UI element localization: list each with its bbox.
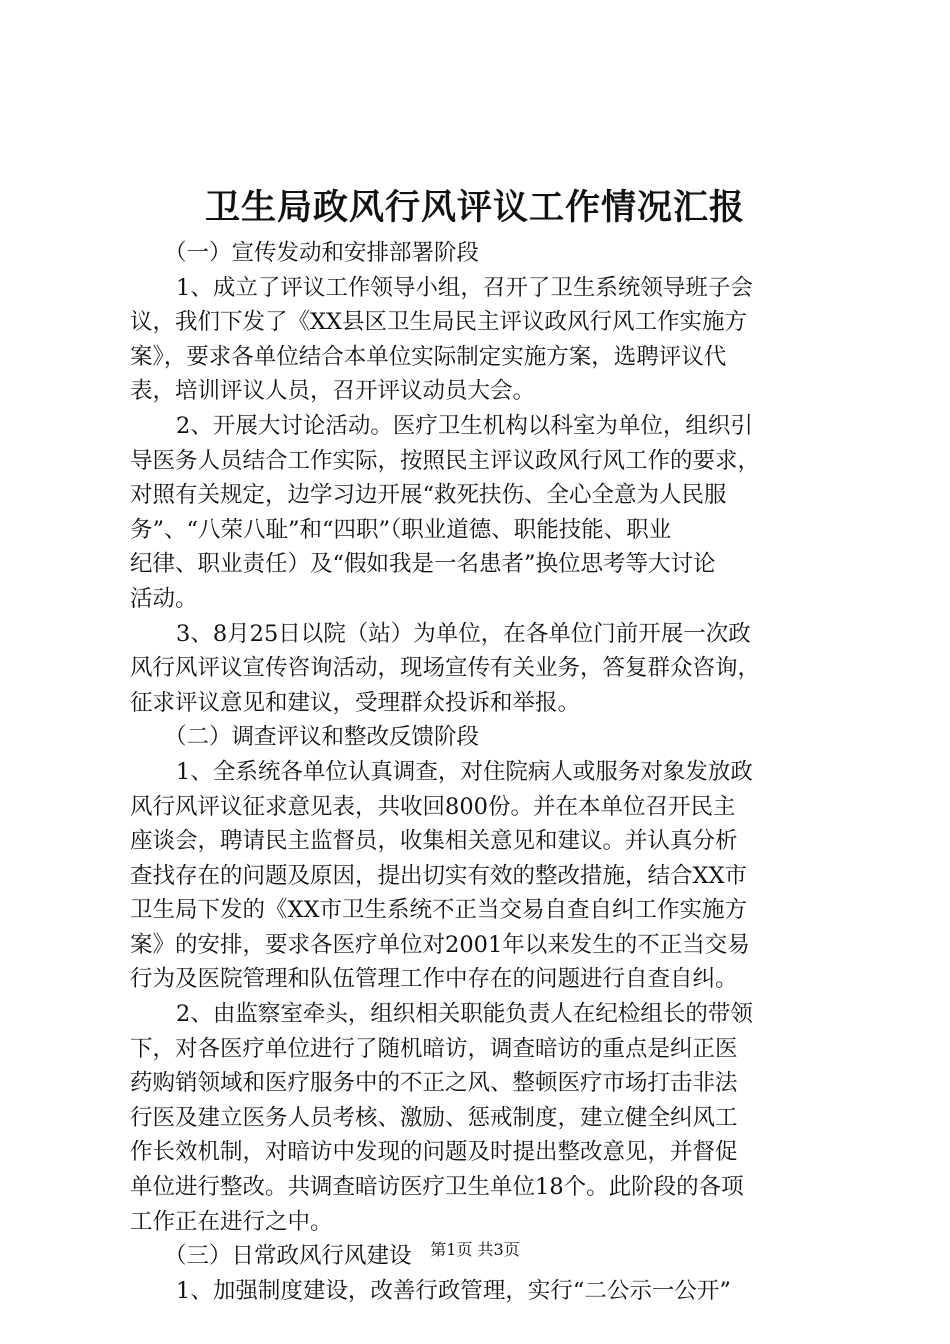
paragraph-line: 工作正在进行之中。 (130, 1208, 333, 1235)
section-heading-3: （三）日常政风行风建设 (164, 1243, 412, 1270)
paragraph-line: 1、全系统各单位认真调查，对住院病人或服务对象发放政 (176, 758, 753, 785)
paragraph-line: 座谈会，聘请民主监督员，收集相关意见和建议。并认真分析 (130, 828, 738, 855)
paragraph-line: 查找存在的问题及原因，提出切实有效的整改措施，结合XX市 (130, 862, 748, 889)
paragraph-line: 1、成立了评议工作领导小组，召开了卫生系统领导班子会 (176, 274, 753, 301)
paragraph-line: 纪律、职业责任）及“假如我是一名患者”换位思考等大讨论 (130, 551, 716, 578)
paragraph-line: 表，培训评议人员，召开评议动员大会。 (130, 378, 536, 405)
paragraph-line: 议，我们下发了《XX县区卫生局民主评议政风行风工作实施方 (130, 309, 748, 336)
document-title: 卫生局政风行风评议工作情况汇报 (204, 187, 745, 228)
page-footer: 第1页 共3页 (430, 1240, 520, 1259)
paragraph-line: 1、加强制度建设，改善行政管理，实行“二公示一公开” (176, 1277, 731, 1304)
paragraph-line: 药购销领域和医疗服务中的不正之风、整顿医疗市场打击非法 (130, 1070, 738, 1097)
paragraph-line: 行医及建立医务人员考核、激励、惩戒制度，建立健全纠风工 (130, 1104, 738, 1131)
paragraph-line: 卫生局下发的《XX市卫生系统不正当交易自查自纠工作实施方 (130, 897, 748, 924)
paragraph-line: 风行风评议宣传咨询活动，现场宣传有关业务，答复群众咨询， (130, 655, 761, 682)
paragraph-line: 活动。 (130, 585, 198, 612)
paragraph-line: 下，对各医疗单位进行了随机暗访，调查暗访的重点是纠正医 (130, 1035, 738, 1062)
paragraph-line: 对照有关规定，边学习边开展“救死扶伤、全心全意为人民服 (130, 482, 727, 509)
paragraph-line: 作长效机制，对暗访中发现的问题及时提出整改意见，并督促 (130, 1139, 738, 1166)
paragraph-line: 行为及医院管理和队伍管理工作中存在的问题进行自查自纠。 (130, 966, 738, 993)
section-heading-1: （一）宣传发动和安排部署阶段 (164, 240, 480, 266)
paragraph-line: 风行风评议征求意见表，共收回800份。并在本单位召开民主 (130, 793, 736, 820)
paragraph-line: 单位进行整改。共调查暗访医疗卫生单位18个。此阶段的各项 (130, 1174, 744, 1201)
paragraph-line: 导医务人员结合工作实际，按照民主评议政风行风工作的要求， (130, 447, 761, 474)
paragraph-line: 2、开展大讨论活动。医疗卫生机构以科室为单位，组织引 (176, 412, 753, 439)
section-heading-2: （二）调查评议和整改反馈阶段 (164, 724, 480, 751)
paragraph-line: 案》，要求各单位结合本单位实际制定实施方案，选聘评议代 (130, 343, 727, 370)
paragraph-line: 2、由监察室牵头，组织相关职能负责人在纪检组长的带领 (176, 1001, 753, 1028)
paragraph-line: 务”、“八荣八耻”和“四职”（职业道德、职能技能、职业 (130, 516, 672, 543)
paragraph-line: 征求评议意见和建议，受理群众投诉和举报。 (130, 689, 581, 716)
paragraph-line: 案》的安排，要求各医疗单位对2001年以来发生的不正当交易 (130, 931, 750, 958)
document-body (130, 236, 830, 1308)
paragraph-line: 3、8月25日以院（站）为单位，在各单位门前开展一次政 (176, 620, 751, 647)
